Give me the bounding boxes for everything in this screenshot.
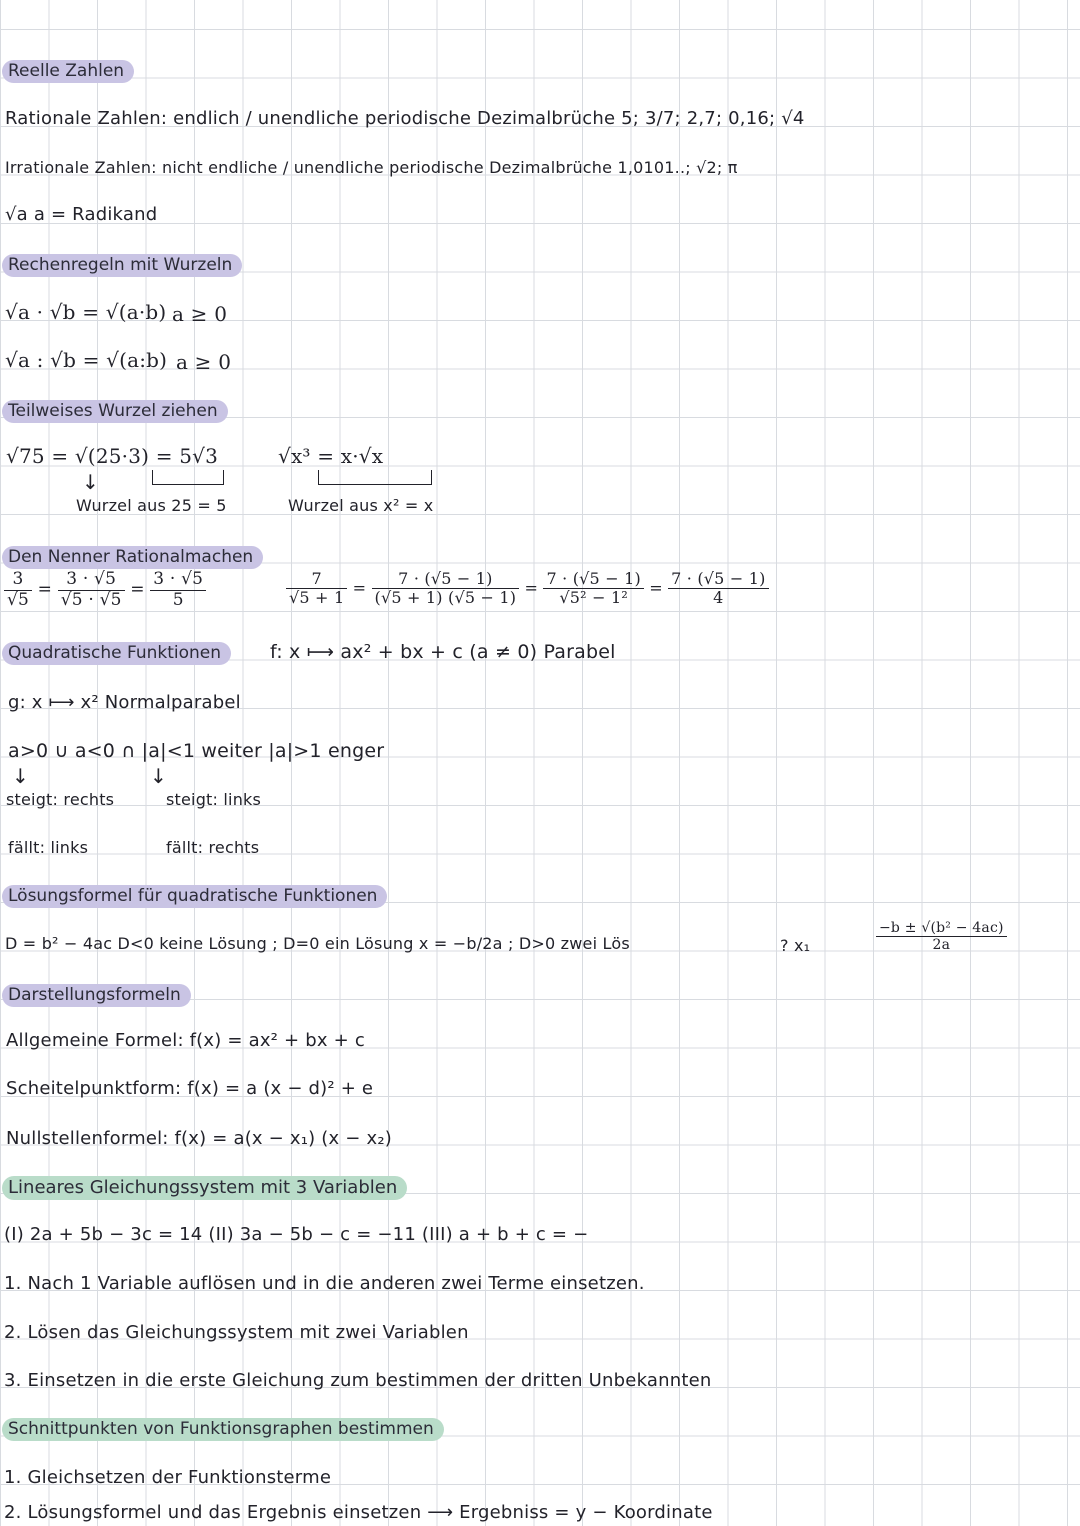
quadratic-definition: f: x ⟼ ax² + bx + c (a ≠ 0) Parabel — [270, 641, 616, 663]
denominator: 2a — [932, 937, 951, 954]
numerator: 3 · √5 — [58, 570, 125, 591]
root-rule-divide-condition: a ≥ 0 — [176, 350, 232, 374]
x12-note: ? x₁ — [780, 936, 811, 955]
numerator: 7 — [286, 570, 347, 589]
fraction — [286, 570, 347, 608]
lgs-step-2: 2. Lösen das Gleichungssystem mit zwei Variablen — [4, 1322, 469, 1343]
numerator: 7 · (√5 − 1) — [543, 570, 643, 589]
rationalize-example-2: $\frac{7}{√5 + 1}$ = $\frac{7 \cdot (√5 - 1)}{(√5 + 1) (√5 - 1)}$ = $\frac{7 \cdot (√5 - 1)}{\text{√5² − 1²}}$ = $\frac{7 \cdot (√5 - 1)}{4}$ — [286, 570, 769, 608]
heading-rechenregeln: Rechenregeln mit Wurzeln — [2, 254, 242, 277]
root-rule-multiply-condition: a ≥ 0 — [172, 302, 228, 326]
lgs-step-1: 1. Nach 1 Variable auflösen und in die anderen zwei Terme einsetzen. — [4, 1273, 645, 1294]
discriminant-line: D = b² − 4ac D<0 keine Lösung ; D=0 ein Lösung x = −b/2a ; D>0 zwei Lös — [5, 934, 630, 953]
down-arrow-icon: ↓ — [82, 470, 99, 494]
schnitt-step-2: 2. Lösungsformel und das Ergebnis einsetzen ⟶ Ergebniss = y − Koordinate — [4, 1502, 713, 1523]
fraction — [4, 570, 32, 610]
denominator: √5 — [7, 589, 30, 610]
heading-nenner-rational: Den Nenner Rationalmachen — [2, 546, 263, 569]
denominator: √5² − 1² — [559, 588, 628, 608]
denominator: √5 · √5 — [60, 589, 122, 610]
underbrace — [318, 470, 432, 485]
right-steigt-line: steigt: links — [166, 790, 262, 809]
rational-numbers-line: Rationale Zahlen: endlich / unendliche periodische Dezimalbrüche 5; 3/7; 2,7; 0,16; √4 — [5, 108, 805, 129]
numerator: −b ± √(b² − 4ac) — [876, 920, 1007, 937]
quadratic-formula — [876, 920, 1007, 953]
root-rule-divide: √a : √b = √(a:b) — [5, 348, 168, 372]
heading-schnittpunkte: Schnittpunkten von Funktionsgraphen bestimmen — [2, 1418, 444, 1441]
heading-lineares-gleichungssystem: Lineares Gleichungssystem mit 3 Variablen — [2, 1176, 407, 1200]
underbrace — [152, 470, 224, 485]
fraction — [876, 920, 1007, 953]
heading-loesungsformel: Lösungsformel für quadratische Funktionen — [2, 885, 387, 908]
denominator: √5 + 1 — [289, 588, 345, 608]
numerator: 7 · (√5 − 1) — [668, 570, 768, 589]
normal-parabola-line: g: x ⟼ x² Normalparabel — [8, 692, 241, 713]
left-faellt-line: fällt: links — [8, 838, 89, 857]
heading-darstellungsformeln: Darstellungsformeln — [2, 984, 191, 1007]
heading-quadratische-funktionen: Quadratische Funktionen — [2, 642, 231, 665]
fraction — [372, 570, 520, 608]
numerator: 3 · √5 — [150, 570, 206, 591]
equation-system-line: (I) 2a + 5b − 3c = 14 (II) 3a − 5b − c = −11 (III) a + b + c = − — [4, 1224, 589, 1245]
fraction — [668, 570, 768, 608]
fraction — [150, 570, 206, 610]
general-form-line: Allgemeine Formel: f(x) = ax² + bx + c — [6, 1030, 365, 1051]
irrational-numbers-line: Irrationale Zahlen: nicht endliche / unendliche periodische Dezimalbrüche 1,0101..; √2; π — [5, 158, 738, 177]
down-arrow-icon: ↓ — [12, 764, 29, 788]
right-faellt-line: fällt: rechts — [166, 838, 260, 857]
heading-reelle-zahlen: Reelle Zahlen — [2, 60, 134, 83]
root-rule-multiply: √a · √b = √(a·b) — [5, 300, 167, 324]
factored-form-line: Nullstellenformel: f(x) = a(x − x₁) (x − x₂) — [6, 1128, 392, 1149]
numerator: 3 — [4, 570, 32, 591]
denominator: 5 — [172, 589, 184, 610]
denominator: 4 — [713, 588, 724, 608]
partial-root-example-1: √75 = √(25·3) = 5√3 — [6, 444, 219, 468]
down-arrow-icon: ↓ — [150, 764, 167, 788]
fraction — [58, 570, 125, 610]
rationalize-example-1: $\frac{3}{√5}$ = $\frac{3 \cdot √5}{√5 \cdot √5}$ = $\frac{3 \cdot √5}{5}$ — [4, 570, 206, 610]
partial-root-example-2: √x³ = x·√x — [278, 444, 384, 468]
lgs-step-3: 3. Einsetzen in die erste Gleichung zum bestimmen der dritten Unbekannten — [4, 1370, 712, 1391]
parabola-opening-line: a>0 ∪ a<0 ∩ |a|<1 weiter |a|>1 enger — [8, 740, 385, 762]
vertex-form-line: Scheitelpunktform: f(x) = a (x − d)² + e — [6, 1078, 374, 1099]
heading-teilweises-wurzel: Teilweises Wurzel ziehen — [2, 400, 228, 423]
denominator: (√5 + 1) (√5 − 1) — [374, 588, 517, 608]
numerator: 7 · (√5 − 1) — [372, 570, 520, 589]
partial-root-note-1: Wurzel aus 25 = 5 — [76, 496, 227, 515]
left-steigt-line: steigt: rechts — [6, 790, 115, 809]
fraction — [543, 570, 643, 608]
schnitt-step-1: 1. Gleichsetzen der Funktionsterme — [4, 1467, 332, 1488]
radikand-line: √a a = Radikand — [5, 204, 158, 225]
partial-root-note-2: Wurzel aus x² = x — [288, 496, 434, 515]
